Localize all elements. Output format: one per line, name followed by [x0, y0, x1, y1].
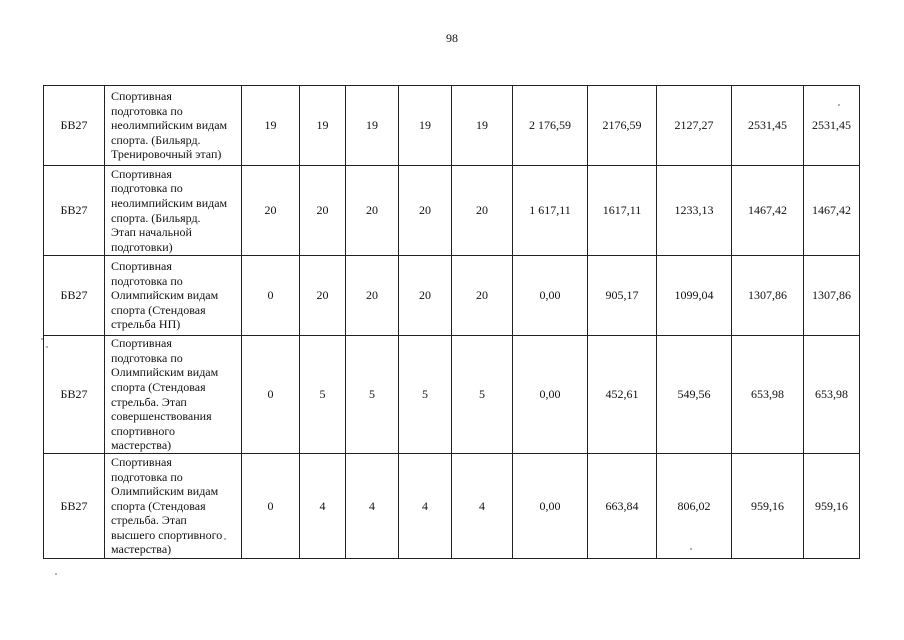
description-line: подготовка по — [111, 181, 183, 196]
value-cell: 653,98 — [732, 336, 804, 454]
value-cell: 20 — [346, 166, 399, 256]
description-line: совершенствования — [111, 409, 212, 424]
description-line: спорта (Стендовая — [111, 379, 206, 394]
table-body — [44, 86, 860, 559]
value-cell: 1307,86 — [732, 256, 804, 336]
value-cell: 19 — [300, 86, 346, 166]
value-cell: 5 — [452, 336, 513, 454]
description-line: подготовка по — [111, 273, 183, 288]
value-cell: 20 — [452, 166, 513, 256]
value-cell: 1617,11 — [588, 166, 657, 256]
description-line: подготовка по — [111, 350, 183, 365]
value-cell: 0 — [242, 256, 300, 336]
value-cell: 1 617,11 — [513, 166, 588, 256]
scan-speck — [690, 548, 692, 550]
description-line: Спортивная — [111, 89, 172, 104]
description-line: подготовка по — [111, 103, 183, 118]
description-line: Спортивная — [111, 166, 172, 181]
scan-speck — [224, 538, 226, 540]
value-cell: 4 — [399, 454, 452, 559]
value-cell: 5 — [346, 336, 399, 454]
scan-speck — [41, 338, 43, 340]
description-line: Тренировочный этап) — [111, 147, 222, 162]
value-cell: 4 — [300, 454, 346, 559]
value-cell: 20 — [346, 256, 399, 336]
value-cell: 2 176,59 — [513, 86, 588, 166]
value-cell: 549,56 — [657, 336, 732, 454]
value-cell: 452,61 — [588, 336, 657, 454]
value-cell: 2531,45 — [804, 86, 860, 166]
value-cell: 2531,45 — [732, 86, 804, 166]
row-description-cell — [105, 454, 242, 559]
value-cell: 0 — [242, 454, 300, 559]
row-code-cell: БВ27 — [44, 86, 105, 166]
value-cell: 1233,13 — [657, 166, 732, 256]
description-line: мастерства) — [111, 542, 172, 557]
value-cell: 959,16 — [804, 454, 860, 559]
value-cell: 4 — [452, 454, 513, 559]
description-line: неолимпийским видам — [111, 195, 228, 210]
description-line: стрельба НП) — [111, 317, 181, 332]
value-cell: 0,00 — [513, 256, 588, 336]
value-cell: 5 — [300, 336, 346, 454]
description-line: подготовки) — [111, 239, 173, 254]
value-cell: 20 — [399, 166, 452, 256]
value-cell: 5 — [399, 336, 452, 454]
row-description-cell — [105, 166, 242, 256]
value-cell: 19 — [399, 86, 452, 166]
value-cell: 1307,86 — [804, 256, 860, 336]
scan-speck — [55, 573, 57, 575]
table-row — [44, 256, 860, 336]
row-code-cell: БВ27 — [44, 166, 105, 256]
value-cell: 19 — [346, 86, 399, 166]
value-cell: 4 — [346, 454, 399, 559]
value-cell: 653,98 — [804, 336, 860, 454]
value-cell: 959,16 — [732, 454, 804, 559]
table-row — [44, 166, 860, 256]
description-line: спорта. (Бильярд. — [111, 210, 201, 225]
row-code-cell: БВ27 — [44, 336, 105, 454]
value-cell: 0,00 — [513, 454, 588, 559]
value-cell: 2176,59 — [588, 86, 657, 166]
value-cell: 20 — [452, 256, 513, 336]
table-row — [44, 86, 860, 166]
value-cell: 1099,04 — [657, 256, 732, 336]
description-line: Олимпийским видам — [111, 365, 219, 380]
row-code-cell: БВ27 — [44, 256, 105, 336]
description-line: Олимпийским видам — [111, 288, 219, 303]
description-line: стрельба. Этап — [111, 513, 187, 528]
value-cell: 2127,27 — [657, 86, 732, 166]
scan-speck — [46, 346, 48, 348]
value-cell: 1467,42 — [732, 166, 804, 256]
value-cell: 19 — [242, 86, 300, 166]
description-line: высшего спортивного — [111, 527, 223, 542]
description-line: спорта (Стендовая — [111, 498, 206, 513]
value-cell: 20 — [399, 256, 452, 336]
description-line: спорта. (Бильярд. — [111, 132, 201, 147]
description-line: мастерства) — [111, 438, 172, 453]
value-cell: 0 — [242, 336, 300, 454]
row-description-cell — [105, 256, 242, 336]
description-line: спортивного — [111, 423, 175, 438]
row-description-cell — [105, 336, 242, 454]
description-line: Спортивная — [111, 259, 172, 274]
value-cell: 1467,42 — [804, 166, 860, 256]
value-cell: 20 — [300, 256, 346, 336]
value-cell: 663,84 — [588, 454, 657, 559]
description-line: Спортивная — [111, 454, 172, 469]
row-description-cell — [105, 86, 242, 166]
description-line: подготовка по — [111, 469, 183, 484]
value-cell: 20 — [300, 166, 346, 256]
description-line: Этап начальной — [111, 225, 192, 240]
table-row — [44, 336, 860, 454]
budget-table — [43, 85, 860, 559]
row-code-cell: БВ27 — [44, 454, 105, 559]
page-number: 98 — [446, 31, 458, 45]
description-line: стрельба. Этап — [111, 394, 187, 409]
description-line: спорта (Стендовая — [111, 302, 206, 317]
description-line: неолимпийским видам — [111, 118, 228, 133]
description-line: Спортивная — [111, 336, 172, 351]
value-cell: 19 — [452, 86, 513, 166]
value-cell: 20 — [242, 166, 300, 256]
value-cell: 905,17 — [588, 256, 657, 336]
description-line: Олимпийским видам — [111, 484, 219, 499]
value-cell: 0,00 — [513, 336, 588, 454]
value-cell: 806,02 — [657, 454, 732, 559]
scan-speck — [838, 104, 840, 106]
table-row — [44, 454, 860, 559]
